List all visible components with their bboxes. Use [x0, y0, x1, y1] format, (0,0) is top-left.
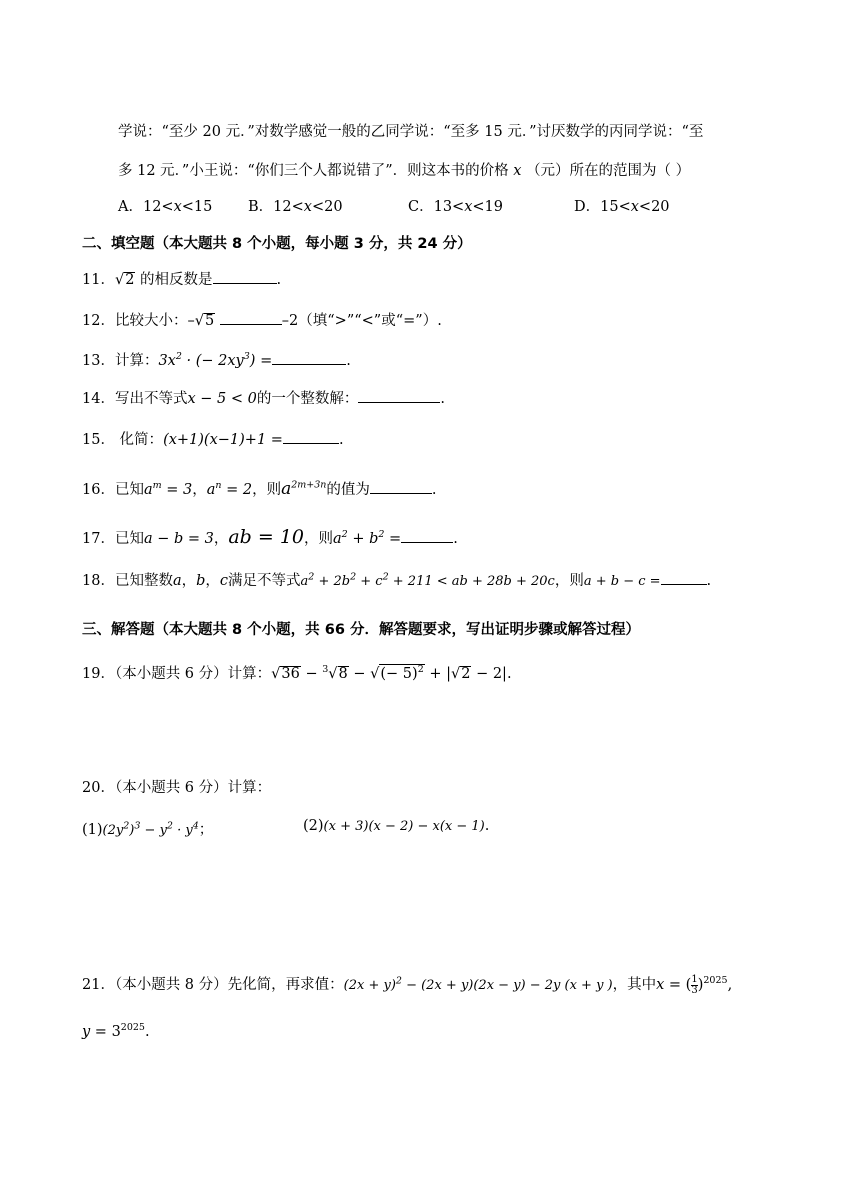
question-11: 11．√2 的相反数是 . — [82, 268, 281, 289]
answer-blank[interactable] — [661, 570, 707, 585]
question-12: 12．比较大小：–√5 –2（填“>”“<”或“=”）. — [82, 309, 442, 330]
question-17: 17．已知a − b = 3，ab = 10，则$a^2 + b^2$ = . — [82, 526, 458, 548]
intro-line-1 — [118, 120, 703, 141]
question-21: 21．（本小题共 8 分）先化简，再求值：$(2x + y)^2 - (2x + y)(2x - y) - 2y$ (x + y )，其中x = (1 3)$^{2025}$, — [82, 973, 733, 996]
intro-text-1: 学说：“至少 20 元．”对数学感觉一般的乙同学说：“至多 15 元．”讨厌数学的丙同学说：“至 — [118, 124, 704, 140]
intro-text-2b: （元）所在的范围为（ ） — [526, 163, 691, 179]
option-b: B．12<x<20 — [248, 199, 343, 215]
section-3-heading: 三、解答题（本大题共 8 个小题，共 66 分．解答题要求，写出证明步骤或解答过程） — [82, 622, 640, 638]
question-21-continued: $y = 3^{2025}$. — [82, 1022, 150, 1040]
question-20-part-2: (2)(x + 3)(x − 2) − x(x − 1). — [303, 818, 490, 834]
section-2-heading: 二、填空题（本大题共 8 个小题，每小题 3 分，共 24 分） — [82, 236, 472, 252]
answer-blank[interactable] — [220, 310, 282, 325]
answer-blank[interactable] — [283, 429, 339, 444]
answer-blank[interactable] — [358, 388, 440, 403]
question-15: 15． 化简：(x+1)(x−1)+1 = . — [82, 428, 344, 449]
answer-blank[interactable] — [370, 479, 432, 494]
answer-blank[interactable] — [401, 528, 453, 543]
var-x: x — [513, 163, 522, 179]
option-c: C．13<x<19 — [408, 199, 503, 215]
answer-blank[interactable] — [213, 269, 277, 284]
question-13: 13．计算：$3x^2$ · (− $2xy^3$) = . — [82, 351, 351, 369]
question-19: 19．（本小题共 6 分）计算：√36 − $^3$√8 − √(− 5)$^2$ + |√2 − 2|. — [82, 664, 512, 682]
intro-text-2a: 多 12 元．”小王说：“你们三个人都说错了”．则这本书的价格 — [118, 163, 509, 179]
option-d: D．15<x<20 — [574, 199, 670, 215]
question-16: 16．已知$a^m = 3$，$a^n = 2$，则$a^{2m+3n}$的值为 . — [82, 479, 437, 499]
question-18: 18．已知整数a，b，c满足不等式$a^2 + 2b^2 + c^2 + 211$ < ab + 28b + 20c，则a + b − c = . — [82, 571, 712, 589]
answer-blank[interactable] — [272, 350, 346, 365]
option-a: A．12<x<15 — [118, 199, 213, 215]
question-20: 20．（本小题共 6 分）计算： — [82, 780, 272, 796]
question-14: 14．写出不等式x − 5 < 0的一个整数解： . — [82, 387, 445, 408]
question-20-part-1: $(1)(2y^2)^3 - y^2 \cdot y^4$； — [82, 820, 214, 838]
intro-line-2 — [118, 159, 690, 180]
